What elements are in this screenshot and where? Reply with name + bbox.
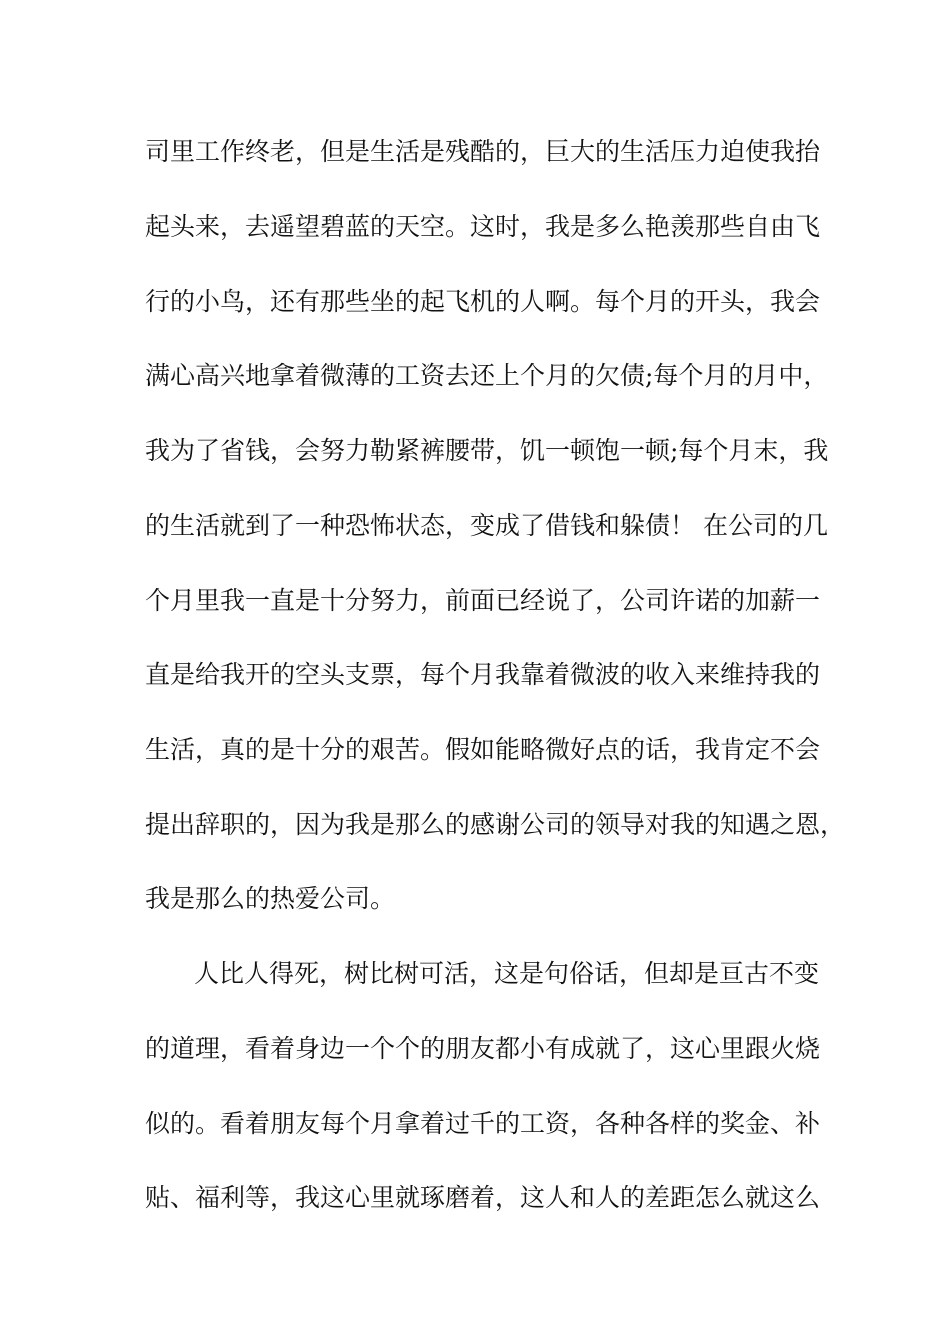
text-line: 我为了省钱，会努力勒紧裤腰带，饥一顿饱一顿;每个月末，我 <box>145 436 829 465</box>
text-line: 似的。看着朋友每个月拿着过千的工资，各种各样的奖金、补 <box>145 1109 821 1138</box>
text-line: 人比人得死，树比树可活，这是句俗话，但却是亘古不变 <box>194 959 820 988</box>
text-line: 的道理，看着身边一个个的朋友都小有成就了，这心里跟火烧 <box>145 1034 821 1063</box>
text-line: 的生活就到了一种恐怖状态，变成了借钱和躲债！ 在公司的几 <box>145 511 828 540</box>
text-line: 行的小鸟，还有那些坐的起飞机的人啊。每个月的开头，我会 <box>145 287 821 316</box>
text-line: 个月里我一直是十分努力，前面已经说了，公司许诺的加薪一 <box>145 586 821 615</box>
text-line: 贴、福利等，我这心里就琢磨着，这人和人的差距怎么就这么 <box>145 1183 821 1212</box>
text-line: 我是那么的热爱公司。 <box>145 884 396 913</box>
text-line: 生活，真的是十分的艰苦。假如能略微好点的话，我肯定不会 <box>145 735 821 764</box>
text-line: 提出辞职的，因为我是那么的感谢公司的领导对我的知遇之恩， <box>145 810 846 839</box>
text-line: 直是给我开的空头支票，每个月我靠着微波的收入来维持我的 <box>145 660 821 689</box>
text-line: 司里工作终老，但是生活是残酷的，巨大的生活压力迫使我抬 <box>145 137 821 166</box>
text-line: 起头来，去遥望碧蓝的天空。这时，我是多么艳羡那些自由飞 <box>145 212 821 241</box>
text-line: 满心高兴地拿着微薄的工资去还上个月的欠债;每个月的月中， <box>145 361 829 390</box>
